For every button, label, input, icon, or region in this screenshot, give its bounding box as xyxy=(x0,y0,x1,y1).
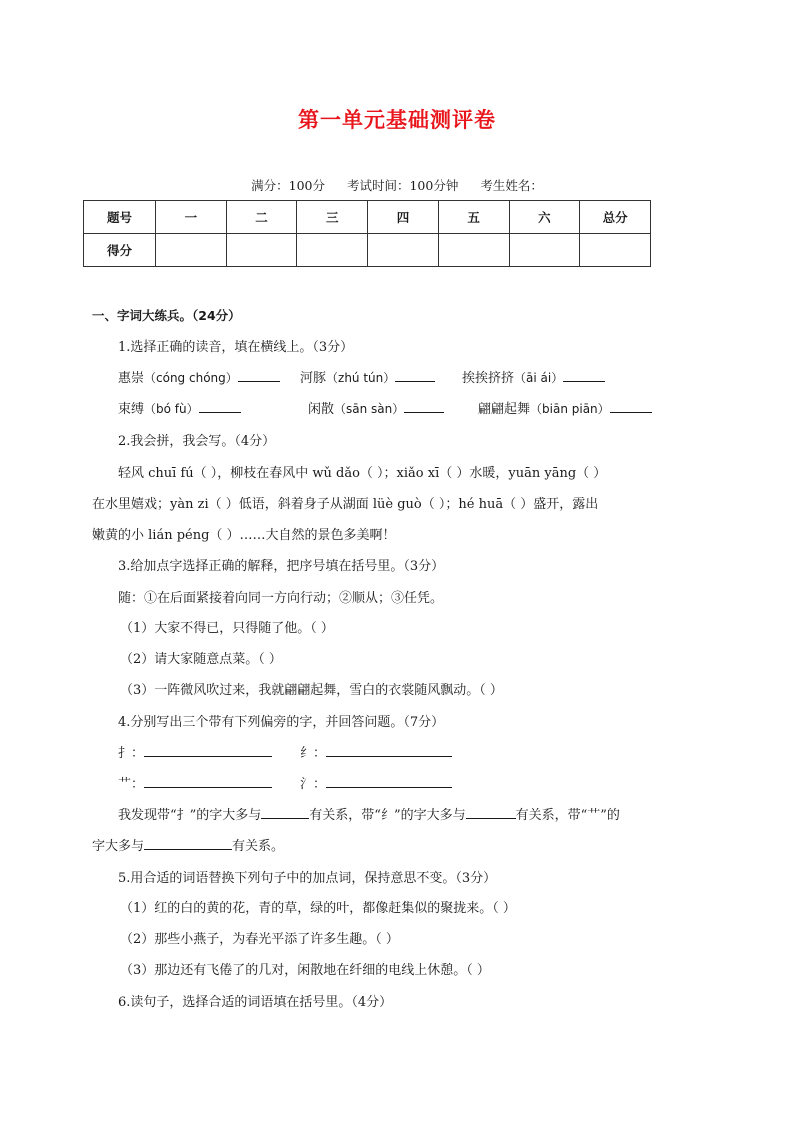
answer-blank[interactable] xyxy=(144,744,272,757)
header-cell: 五 xyxy=(438,201,509,234)
q1-item: 束缚（bó fù） xyxy=(118,398,241,417)
q4-radical-row xyxy=(300,742,452,761)
q2-line-1: 轻风 chuī fú（ ），柳枝在春风中 wǔ dǎo（ ）；xiǎo xī（ ）水暖，yuān yāng（ ） xyxy=(118,466,607,481)
q5-prompt: 5.用合适的词语替换下列句子中的加点词，保持意思不变。（3分） xyxy=(118,871,497,886)
answer-blank[interactable] xyxy=(395,369,435,382)
q4-answer-line-1: 我发现带“扌”的字大多与 有关系，带“纟”的字大多与 有关系，带“艹”的 xyxy=(118,808,620,823)
score-input-cell[interactable] xyxy=(226,234,297,267)
radical-label: 艹： xyxy=(118,777,145,792)
q4-radical-row xyxy=(300,773,452,792)
exam-time: 考试时间：100分钟 xyxy=(346,178,459,193)
score-input-cell[interactable] xyxy=(438,234,509,267)
radical-label: 扌： xyxy=(118,746,145,761)
q4-radical-row xyxy=(118,742,272,761)
answer-blank[interactable] xyxy=(610,400,652,413)
q5-sentence-2: （2）那些小燕子，为春光平添了许多生趣。（ ） xyxy=(120,932,399,947)
q4-answer-line-2: 字大多与 有关系。 xyxy=(92,839,285,854)
score-input-cell[interactable] xyxy=(156,234,227,267)
header-cell: 三 xyxy=(297,201,368,234)
header-cell: 六 xyxy=(509,201,580,234)
score-table-header-row xyxy=(84,201,651,234)
answer-blank[interactable] xyxy=(326,775,452,788)
answer-blank[interactable] xyxy=(563,369,605,382)
q1-prompt: 1.选择正确的读音，填在横线上。（3分） xyxy=(118,340,354,355)
q3-prompt: 3.给加点字选择正确的解释，把序号填在括号里。（3分） xyxy=(118,559,445,574)
header-cell: 二 xyxy=(226,201,297,234)
student-name-label: 考生姓名： xyxy=(480,178,543,193)
exam-meta xyxy=(0,176,794,194)
q1-item: 河豚（zhú tún） xyxy=(300,367,435,386)
q1-item: 翩翩起舞（biān piān） xyxy=(478,398,652,417)
q1-item: 闲散（sān sàn） xyxy=(308,398,444,417)
answer-blank[interactable] xyxy=(238,369,280,382)
q3-sentence-1: （1）大家不得已，只得随了他。（ ） xyxy=(120,621,334,636)
q5-sentence-1: （1）红的白的黄的花，青的草，绿的叶，都像赶集似的聚拢来。（ ） xyxy=(120,901,516,916)
header-cell: 题号 xyxy=(84,201,156,234)
section-1-heading: 一、字词大练兵。（24分） xyxy=(92,308,241,323)
score-table xyxy=(83,200,651,267)
page-title: 第一单元基础测评卷 xyxy=(298,108,496,132)
q6-prompt: 6.读句子，选择合适的词语填在括号里。（4分） xyxy=(118,995,393,1010)
q3-definition: 随：①在后面紧接着向同一方向行动；②顺从；③任凭。 xyxy=(118,591,444,606)
answer-blank[interactable] xyxy=(199,400,241,413)
answer-blank[interactable] xyxy=(144,775,272,788)
score-input-cell[interactable] xyxy=(509,234,580,267)
q2-line-3: 嫩黄的小 lián péng（ ）……大自然的景色多美啊！ xyxy=(92,528,396,543)
header-cell: 一 xyxy=(156,201,227,234)
q1-item: 惠崇（cóng chóng） xyxy=(118,367,280,386)
radical-label: 纟： xyxy=(300,746,327,761)
score-row-label: 得分 xyxy=(84,234,156,267)
q3-sentence-2: （2）请大家随意点菜。（ ） xyxy=(120,652,282,667)
answer-blank[interactable] xyxy=(466,806,516,819)
radical-label: 氵： xyxy=(300,777,327,792)
score-input-cell[interactable] xyxy=(368,234,439,267)
q5-sentence-3: （3）那边还有飞倦了的几对，闲散地在纤细的电线上休憩。（ ） xyxy=(120,963,490,978)
q2-line-2: 在水里嬉戏；yàn zi（ ）低语，斜着身子从湖面 lüè guò（ ）；hé huā（ ）盛开，露出 xyxy=(92,497,599,512)
q2-prompt: 2.我会拼，我会写。（4分） xyxy=(118,434,276,449)
answer-blank[interactable] xyxy=(261,806,309,819)
answer-blank[interactable] xyxy=(404,400,444,413)
score-table-score-row xyxy=(84,234,651,267)
header-cell: 总分 xyxy=(580,201,651,234)
answer-blank[interactable] xyxy=(144,837,232,850)
score-input-cell[interactable] xyxy=(297,234,368,267)
q1-item: 挨挨挤挤（āi ái） xyxy=(462,367,605,386)
q3-sentence-3: （3）一阵微风吹过来，我就翩翩起舞，雪白的衣裳随风飘动。（ ） xyxy=(120,683,503,698)
q4-prompt: 4.分别写出三个带有下列偏旁的字，并回答问题。（7分） xyxy=(118,715,445,730)
score-input-cell[interactable] xyxy=(580,234,651,267)
q4-radical-row xyxy=(118,773,272,792)
header-cell: 四 xyxy=(368,201,439,234)
answer-blank[interactable] xyxy=(326,744,452,757)
full-score: 满分：100分 xyxy=(251,178,325,193)
